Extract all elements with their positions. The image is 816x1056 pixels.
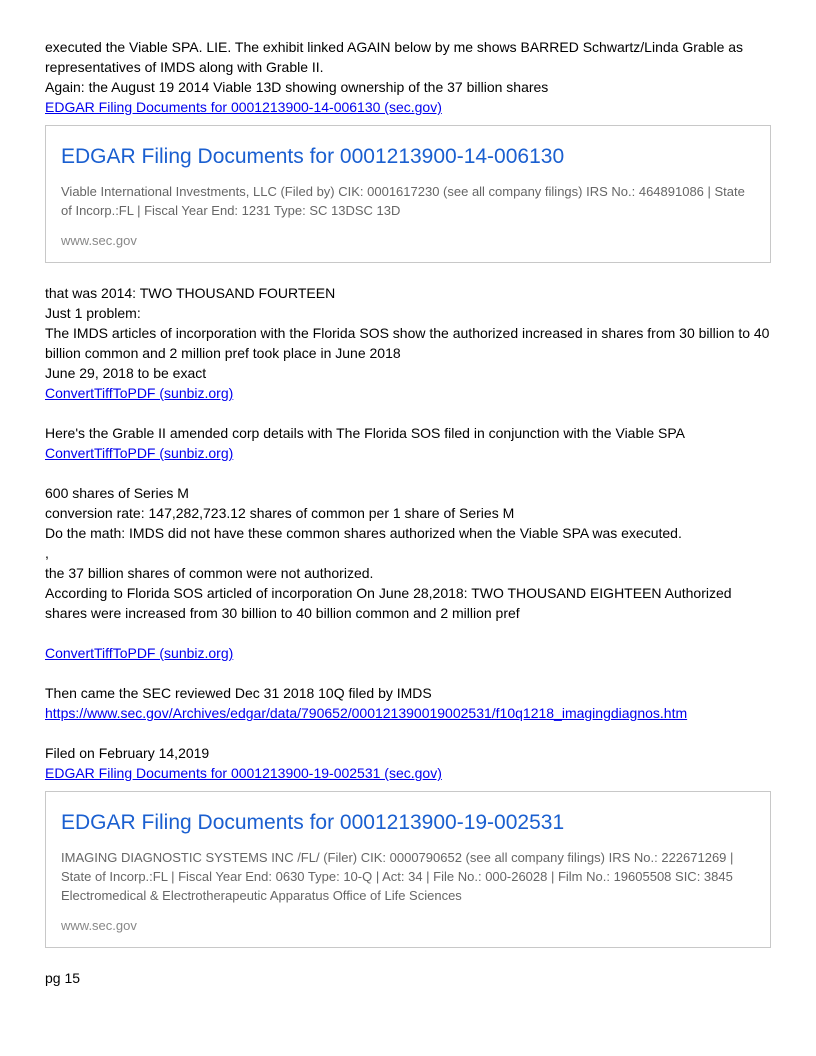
sec-archive-link[interactable]: https://www.sec.gov/Archives/edgar/data/790652/000121390019002531/f10q1218_imagingdiagnos.htm bbox=[45, 705, 688, 721]
card-title[interactable]: EDGAR Filing Documents for 0001213900-14-006130 bbox=[61, 145, 565, 168]
edgar-link-2014[interactable]: EDGAR Filing Documents for 0001213900-14-006130 (sec.gov) bbox=[45, 99, 442, 115]
spacer bbox=[45, 723, 771, 743]
spacer bbox=[45, 623, 771, 643]
page-number: pg 15 bbox=[45, 970, 81, 986]
paragraph-text: According to Florida SOS articled of incorporation On June 28,2018: TWO THOUSAND EIGHTEEN Authorized shares were increased from 30 billion to 40 billion common and 2 million pref bbox=[45, 585, 732, 621]
paragraph-text: , bbox=[45, 545, 49, 561]
paragraph-text: Again: the August 19 2014 Viable 13D showing ownership of the 37 billion shares bbox=[45, 79, 549, 95]
card-domain: www.sec.gov bbox=[61, 233, 137, 248]
paragraph-text: that was 2014: TWO THOUSAND FOURTEEN bbox=[45, 285, 336, 301]
paragraph-text: the 37 billion shares of common were not authorized. bbox=[45, 565, 374, 581]
paragraph-text: conversion rate: 147,282,723.12 shares of common per 1 share of Series M bbox=[45, 505, 515, 521]
spacer bbox=[45, 403, 771, 423]
card-title[interactable]: EDGAR Filing Documents for 0001213900-19-002531 bbox=[61, 811, 565, 834]
paragraph-text: Just 1 problem: bbox=[45, 305, 141, 321]
edgar-link-2019[interactable]: EDGAR Filing Documents for 0001213900-19-002531 (sec.gov) bbox=[45, 765, 442, 781]
paragraph-text: Do the math: IMDS did not have these common shares authorized when the Viable SPA was executed. bbox=[45, 525, 682, 541]
paragraph-text: Then came the SEC reviewed Dec 31 2018 10Q filed by IMDS bbox=[45, 685, 432, 701]
paragraph-text: Here's the Grable II amended corp details with The Florida SOS filed in conjunction with the Viable SPA bbox=[45, 425, 686, 441]
sunbiz-link-2[interactable]: ConvertTiffToPDF (sunbiz.org) bbox=[45, 445, 234, 461]
paragraph-text: 600 shares of Series M bbox=[45, 485, 189, 501]
document-page bbox=[45, 37, 771, 988]
card-domain: www.sec.gov bbox=[61, 918, 137, 933]
paragraph-text: June 29, 2018 to be exact bbox=[45, 365, 207, 381]
card-description: Viable International Investments, LLC (Filed by) CIK: 0001617230 (see all company filings) IRS No.: 464891086 | State of Incorp.:FL | Fiscal Year End: 1231 Type: SC 13DSC 13D bbox=[61, 184, 745, 218]
spacer bbox=[45, 463, 771, 483]
paragraph-text: Filed on February 14,2019 bbox=[45, 745, 210, 761]
paragraph-text: The IMDS articles of incorporation with the Florida SOS show the authorized increased in shares from 30 billion to 40 billion common and 2 million pref took place in June 2018 bbox=[45, 325, 770, 361]
paragraph-text: executed the Viable SPA. LIE. The exhibit linked AGAIN below by me shows BARRED Schwartz/Linda Grable as representatives of IMDS along with Grable II. bbox=[45, 39, 744, 75]
link-preview-card-2014[interactable] bbox=[45, 125, 771, 263]
card-description: IMAGING DIAGNOSTIC SYSTEMS INC /FL/ (Filer) CIK: 0000790652 (see all company filings) IRS No.: 222671269 | State of Incorp.:FL | Fiscal Year End: 0630 Type: 10-Q | Act: 34 | File No.: 000-26028 | Film No.: 19605508 SIC: 3845 Electromedical & Electrotherapeutic Apparatus Office of Life Sciences bbox=[61, 850, 734, 903]
spacer bbox=[45, 663, 771, 683]
sunbiz-link-1[interactable]: ConvertTiffToPDF (sunbiz.org) bbox=[45, 385, 234, 401]
sunbiz-link-3[interactable]: ConvertTiffToPDF (sunbiz.org) bbox=[45, 645, 234, 661]
link-preview-card-2019[interactable] bbox=[45, 791, 771, 948]
